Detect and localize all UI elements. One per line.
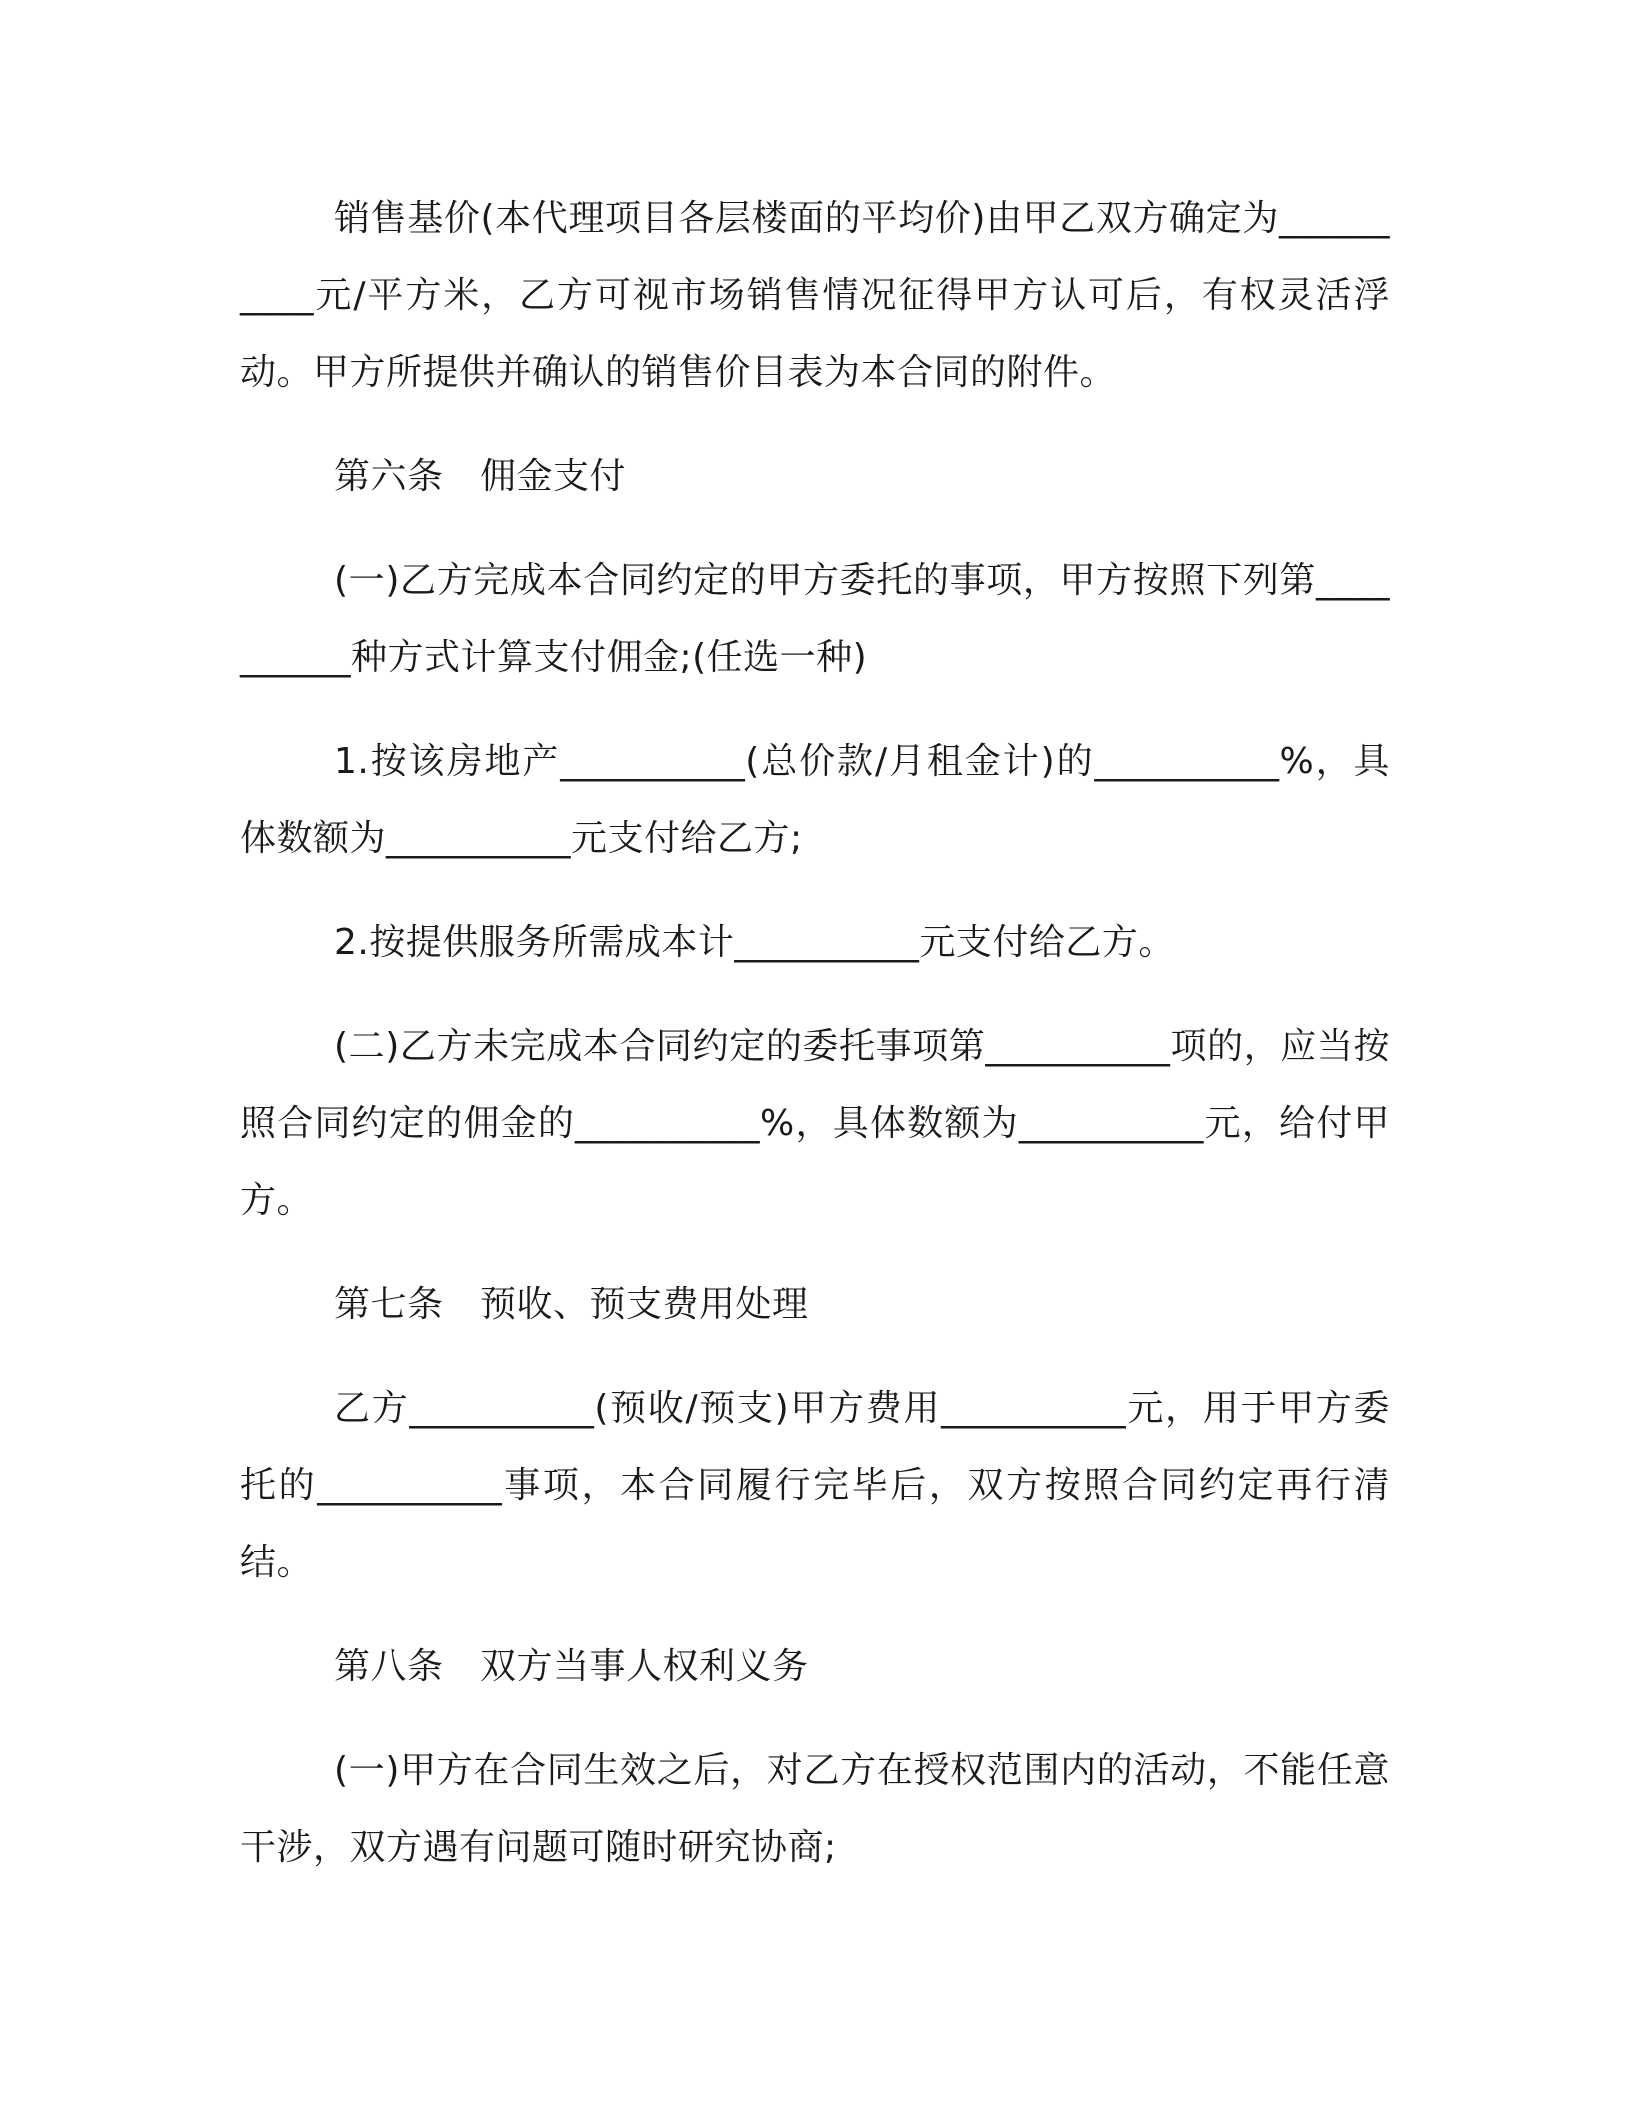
paragraph-sales-base-price: 销售基价(本代理项目各层楼面的平均价)由甲乙双方确定为__________元/平方米，乙方可视市场销售情况征得甲方认可后，有权灵活浮动。甲方所提供并确认的销售价目表为本合同的附件。 [240,198,1390,393]
paragraph-6-1-option-1: 1.按该房地产__________(总价款/月租金计)的__________%，具体数额为__________元支付给乙方; [240,741,1390,859]
heading-article-8: 第八条 双方当事人权利义务 [334,1646,809,1687]
paragraph-8-1: (一)甲方在合同生效之后，对乙方在授权范围内的活动，不能任意干涉，双方遇有问题可随时研究协商; [240,1750,1390,1868]
paragraph-6-1: (一)乙方完成本合同约定的甲方委托的事项，甲方按照下列第__________种方式计算支付佣金;(任选一种) [240,560,1390,678]
paragraph-6-2: (二)乙方未完成本合同约定的委托事项第__________项的，应当按照合同约定的佣金的__________%，具体数额为__________元，给付甲方。 [240,1026,1390,1221]
heading-article-7: 第七条 预收、预支费用处理 [334,1284,809,1325]
document-page [240,180,1390,1913]
paragraph-6-1-option-2: 2.按提供服务所需成本计__________元支付给乙方。 [334,922,1175,963]
paragraph-7: 乙方__________(预收/预支)甲方费用__________元，用于甲方委托的__________事项，本合同履行完毕后，双方按照合同约定再行清结。 [240,1388,1390,1583]
heading-article-6: 第六条 佣金支付 [334,456,627,497]
